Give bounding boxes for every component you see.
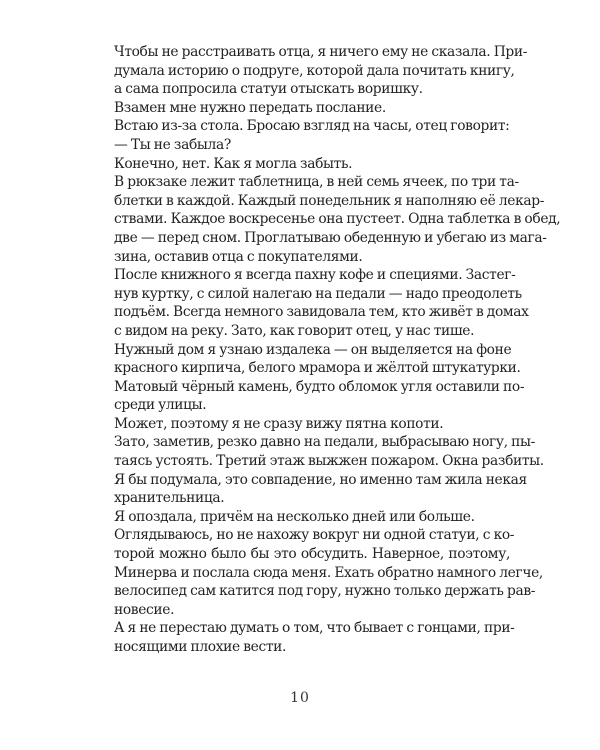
paragraph [93,619,515,656]
paragraph [93,173,561,266]
text-line: Взамен мне нужно передать послание. [114,99,386,116]
text-line: Зато, заметив, резко давно на педали, выбрасываю ногу, пы- [114,434,535,451]
paragraph [93,526,543,619]
text-line: подъём. Всегда немного завидовала тем, кто живёт в домах [114,304,529,321]
text-line: зина, оставив отца с покупателями. [114,248,363,265]
text-line: В рюкзаке лежит таблетница, в ней семь ячеек, по три та- [114,174,519,191]
text-line: нув куртку, с силой налегаю на педали — надо преодолеть [114,285,522,302]
text-line: красного кирпича, белого мрамора и жёлтой штукатурки. [114,360,521,377]
paragraph [93,508,510,527]
text-line: Нужный дом я узнаю издалека — он выделяется на фоне [114,341,512,358]
paragraph [93,433,544,507]
text-line: а сама попросила статуи отыскать воришку. [114,81,423,98]
text-line: Минерва и послала сюда меня. Ехать обратно намного легче, [114,564,543,581]
text-line: — Ты не забыла? [114,136,231,153]
text-line: После книжного я всегда пахну кофе и специями. Застег- [114,267,516,284]
text-line: блетки в каждой. Каждый понедельник я наполняю её лекар- [114,192,545,209]
paragraph [93,136,510,155]
text-line: Чтобы не расстраивать отца, я ничего ему не сказала. При- [114,44,528,60]
text-line: таясь устоять. Третий этаж выжжен пожаром. Окна разбиты. [114,453,544,470]
text-line: Я бы подумала, это совпадение, но именно там жила некая [114,471,527,488]
text-line: торой можно было бы это обсудить. Наверное, поэтому, [114,546,510,563]
text-line: новесие. [114,601,175,618]
paragraph [93,155,510,174]
text-line: две — перед сном. Проглатываю обеденную и убегаю из мага- [114,229,547,246]
paragraph [93,43,528,99]
paragraph [93,341,525,415]
text-line: среди улицы. [114,397,207,414]
text-line: Я опоздала, причём на несколько дней или больше. [114,508,475,525]
page-number: 10 [290,690,310,706]
paragraph [93,266,529,340]
text-line: Может, поэтому я не сразу вижу пятна копоти. [114,415,444,432]
text-line: носящими плохие вести. [114,639,287,655]
text-line: хранительница. [114,490,225,507]
paragraph [93,99,510,118]
text-line: Матовый чёрный камень, будто обломок угля оставили по- [114,378,525,395]
paragraph [93,117,510,136]
text-line: велосипед сам катится под гору, нужно только держать рав- [114,583,536,600]
body-text [93,43,561,657]
text-line: с видом на реку. Зато, как говорит отец, у нас тише. [114,322,475,339]
text-line: ствами. Каждое воскресенье она пустеет. Одна таблетка в обед, [114,211,561,228]
text-line: А я не перестаю думать о том, что бывает с гонцами, при- [114,620,515,637]
text-line: Конечно, нет. Как я могла забыть. [114,155,353,172]
text-line: Оглядываюсь, но не нахожу вокруг ни одной статуи, с ко- [114,527,515,544]
text-line: думала историю о подруге, которой дала почитать книгу, [114,62,515,79]
paragraph [93,415,510,434]
text-line: Встаю из-за стола. Бросаю взгляд на часы, отец говорит: [114,118,510,135]
